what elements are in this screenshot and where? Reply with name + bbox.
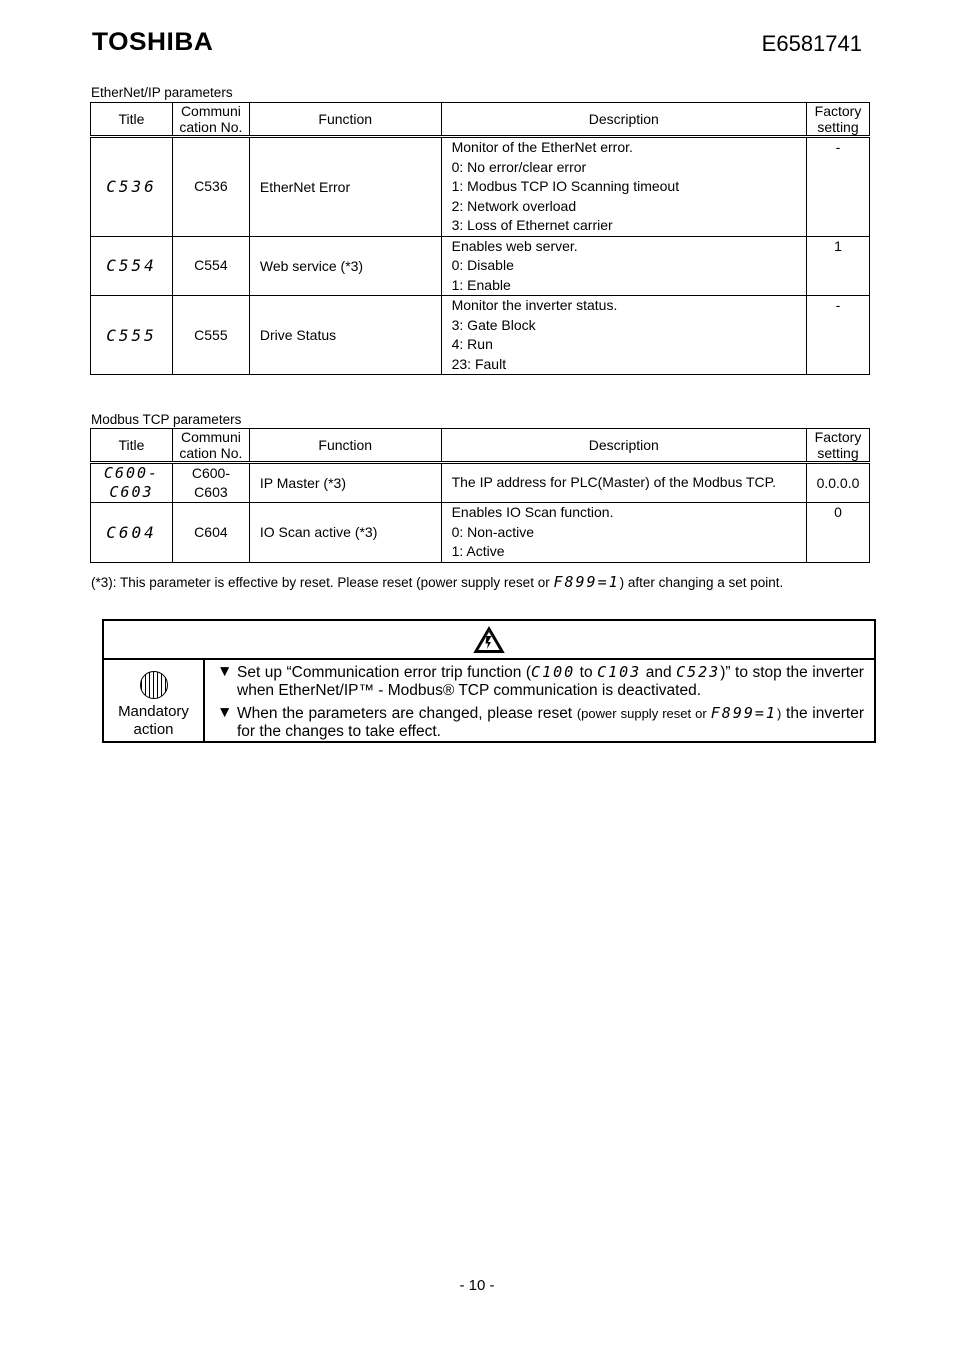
function-cell: Web service (*3) xyxy=(249,236,441,296)
desc-line: Monitor of the EtherNet error. xyxy=(451,139,633,155)
param-display-code: F899=1 xyxy=(710,704,777,722)
factory-setting: 0 xyxy=(807,503,870,563)
col-comm: Communi cation No. xyxy=(172,429,249,463)
desc-line: Enables web server. xyxy=(451,237,578,254)
desc-line: 0: Non-active xyxy=(451,523,535,540)
col-description: Description xyxy=(441,429,806,463)
desc-line: 3: Loss of Ethernet carrier xyxy=(451,217,613,233)
table-row xyxy=(91,296,870,375)
down-triangle-icon: ▼ xyxy=(217,704,233,721)
action-label: action xyxy=(133,721,174,738)
comm-number-line: C600- xyxy=(191,465,230,481)
desc-line: Enables IO Scan function. xyxy=(451,504,614,520)
col-function: Function xyxy=(249,103,441,137)
factory-setting: - xyxy=(807,137,870,237)
col-title: Title xyxy=(91,103,173,137)
col-description: Description xyxy=(441,103,806,137)
desc-line: 23: Fault xyxy=(451,355,507,372)
caution-header xyxy=(104,621,874,660)
desc-line: 1: Enable xyxy=(451,276,511,293)
instruction-text: When the parameters are changed, please reset xyxy=(237,705,577,722)
instruction-item xyxy=(217,663,864,700)
function-cell: IO Scan active (*3) xyxy=(249,503,441,563)
param-display-code: C523 xyxy=(676,663,721,681)
comm-number-line: C603 xyxy=(194,484,228,500)
ethernet-table-caption: EtherNet/IP parameters xyxy=(91,85,233,100)
page-number: - 10 - xyxy=(459,1277,495,1294)
param-display-code: C536 xyxy=(106,177,157,197)
desc-line: 0: No error/clear error xyxy=(451,158,587,175)
comm-number: C555 xyxy=(172,296,249,375)
param-display-code: F899=1 xyxy=(553,573,620,591)
col-factory: Factory setting xyxy=(807,103,870,137)
desc-line: 0: Disable xyxy=(451,257,514,273)
factory-setting: 0.0.0.0 xyxy=(807,463,870,503)
ethernet-parameters-table xyxy=(90,102,870,375)
comm-number: C554 xyxy=(172,236,249,296)
description-cell xyxy=(441,236,806,296)
param-display-code: C554 xyxy=(106,256,157,276)
factory-setting: - xyxy=(807,296,870,375)
desc-line: Monitor the inverter status. xyxy=(451,297,618,313)
instruction-text: the inverter for the changes to take effect. xyxy=(237,705,864,740)
description-cell xyxy=(441,137,806,237)
instruction-item xyxy=(217,704,864,741)
col-function: Function xyxy=(249,429,441,463)
note-text: (*3): This parameter is effective by reset. Please reset (power supply reset or xyxy=(91,575,554,590)
mandatory-action-cell xyxy=(104,660,205,741)
caution-box xyxy=(102,619,876,743)
table-row xyxy=(91,463,870,503)
desc-line: 1: Modbus TCP IO Scanning timeout xyxy=(451,178,680,194)
caution-instructions xyxy=(205,660,874,741)
col-factory: Factory setting xyxy=(807,429,870,463)
table-header-row xyxy=(91,103,870,137)
modbus-table-caption: Modbus TCP parameters xyxy=(91,412,242,427)
instruction-text: (power supply reset or xyxy=(576,706,711,721)
mandatory-label: Mandatory xyxy=(118,703,189,720)
param-display-code: C555 xyxy=(106,325,157,345)
table-row xyxy=(91,503,870,563)
table-header-row xyxy=(91,429,870,463)
function-cell: IP Master (*3) xyxy=(249,463,441,503)
param-display-code: C604 xyxy=(106,522,157,542)
instruction-text: )” to stop the inverter when EtherNet/IP™ - Modbus® TCP communication is deactivated. xyxy=(237,664,864,699)
description-cell xyxy=(441,296,806,375)
modbus-parameters-table xyxy=(90,428,870,563)
comm-number xyxy=(172,463,249,503)
instruction-text: ) xyxy=(776,706,782,721)
param-display-code: C103 xyxy=(597,663,642,681)
instruction-text: Set up “Communication error trip function ( xyxy=(237,664,532,681)
down-triangle-icon: ▼ xyxy=(217,663,233,680)
toshiba-logo: TOSHIBA xyxy=(92,28,214,56)
desc-line: The IP address for PLC(Master) of the Modbus TCP. xyxy=(451,474,777,491)
instruction-text: to xyxy=(575,664,598,681)
table-row xyxy=(91,236,870,296)
mandatory-action-icon xyxy=(140,671,168,699)
description-cell xyxy=(441,463,806,503)
note-text: ) after changing a set point. xyxy=(619,575,784,590)
param-display-code: C600- xyxy=(103,464,160,482)
table-row xyxy=(91,137,870,237)
factory-setting: 1 xyxy=(807,236,870,296)
comm-number: C536 xyxy=(172,137,249,237)
function-cell: EtherNet Error xyxy=(249,137,441,237)
comm-number: C604 xyxy=(172,503,249,563)
instruction-text: and xyxy=(641,664,677,681)
function-cell: Drive Status xyxy=(249,296,441,375)
desc-line: 2: Network overload xyxy=(451,197,577,214)
desc-line: 4: Run xyxy=(451,336,493,352)
warning-triangle-icon xyxy=(473,626,505,654)
desc-line: 3: Gate Block xyxy=(451,316,536,333)
reset-footnote xyxy=(91,573,783,591)
col-title: Title xyxy=(91,429,173,463)
param-display-code: C100 xyxy=(531,663,576,681)
col-comm: Communi cation No. xyxy=(172,103,249,137)
description-cell xyxy=(441,503,806,563)
param-display-code: C603 xyxy=(109,483,154,501)
document-number: E6581741 xyxy=(761,31,862,56)
desc-line: 1: Active xyxy=(451,543,505,559)
